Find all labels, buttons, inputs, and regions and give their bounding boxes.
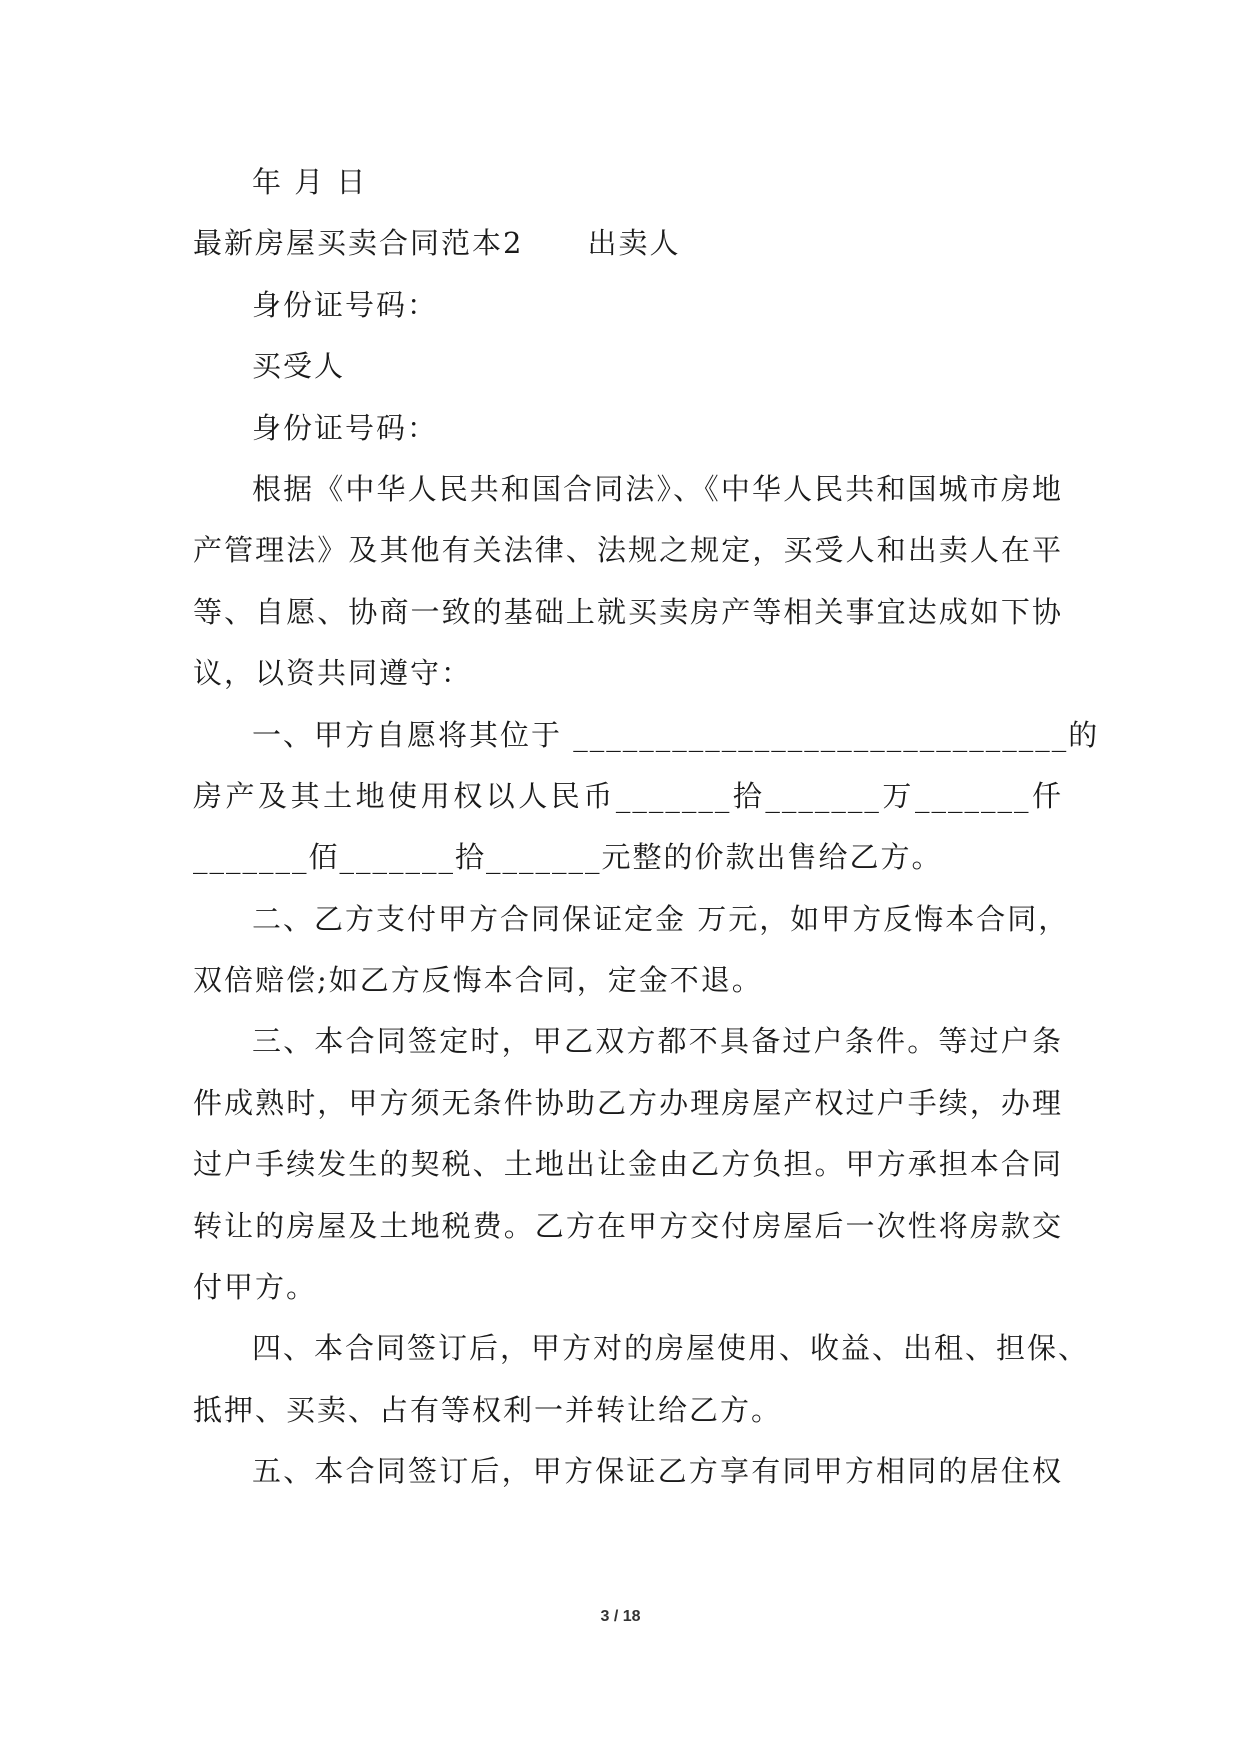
document-body [193,152,1100,1503]
clause-line: 件成熟时，甲方须无条件协助乙方办理房屋产权过户手续，办理 [193,1085,1063,1120]
seller-id-line: 身份证号码： [252,287,439,322]
clause-line: 五、本合同签订后，甲方保证乙方享有同甲方相同的居住权 [252,1454,1063,1489]
clause-line: 付甲方。 [193,1270,318,1305]
clause-line: 过户手续发生的契税、土地出让金由乙方负担。甲方承担本合同 [193,1147,1063,1182]
clause-line: _______佰_______拾_______元整的价款出售给乙方。 [193,840,943,875]
clause-line: 二、乙方支付甲方合同保证定金 万元，如甲方反悔本合同， [252,901,1070,936]
clause-line: 三、本合同签定时，甲乙双方都不具备过户条件。等过户条 [252,1024,1063,1059]
paragraph-line: 根据《中华人民共和国合同法》、《中华人民共和国城市房地 [252,471,1063,506]
document-title: 最新房屋买卖合同范本2 [193,226,524,261]
buyer-id-line: 身份证号码： [252,410,439,445]
paragraph-line: 产管理法》及其他有关法律、法规之规定，买受人和出卖人在平 [193,533,1063,568]
clause-line: 房产及其土地使用权以人民币_______拾_______万_______仟 [193,778,1063,813]
paragraph-line: 议，以资共同遵守： [193,656,473,691]
title-line [193,213,1063,274]
buyer-line: 买受人 [252,349,346,384]
clause-line: 抵押、买卖、占有等权利一并转让给乙方。 [193,1392,783,1427]
clause-line: 一、甲方自愿将其位于 ______________________________的 [252,717,1100,752]
date-line: 年 月 日 [252,165,368,199]
clause-line: 四、本合同签订后，甲方对的房屋使用、收益、出租、担保、 [252,1331,1090,1366]
clause-line: 转让的房屋及土地税费。乙方在甲方交付房屋后一次性将房款交 [193,1208,1063,1243]
seller-label: 出卖人 [587,226,681,261]
page-number: 3 / 18 [600,1608,641,1625]
paragraph-line: 等、自愿、协商一致的基础上就买卖房产等相关事宜达成如下协 [193,594,1063,629]
clause-line: 双倍赔偿;如乙方反悔本合同，定金不退。 [193,963,763,998]
